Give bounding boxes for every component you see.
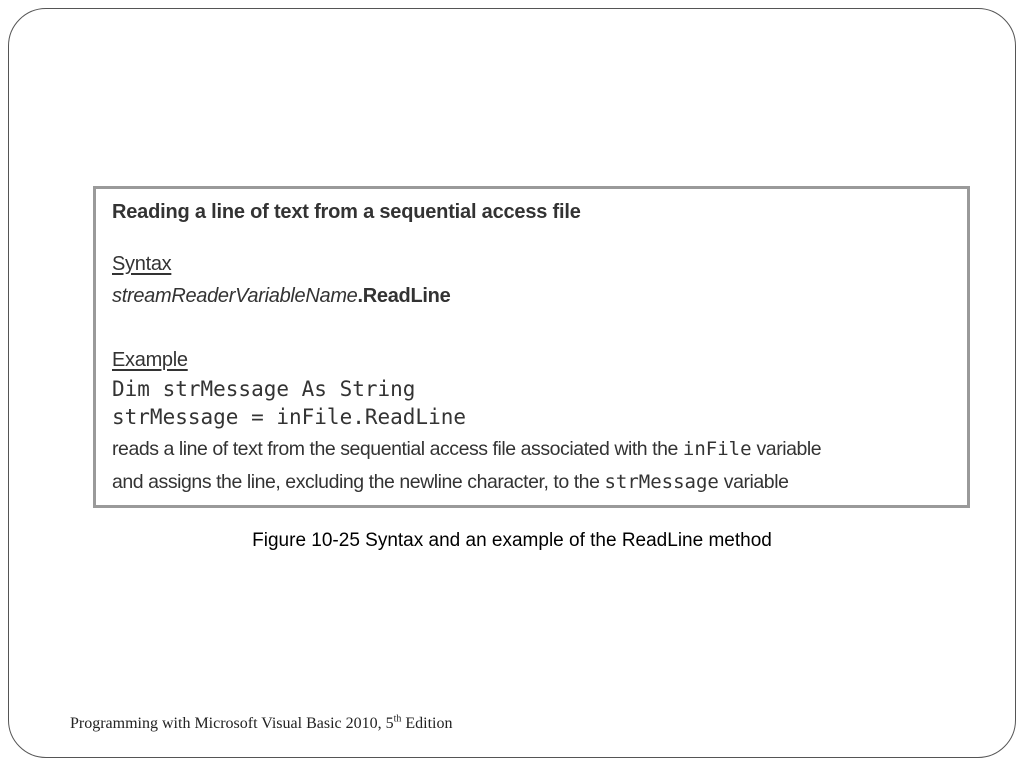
description-line-1-text: reads a line of text from the sequential access file associated with the — [112, 438, 683, 460]
syntax-line — [112, 285, 450, 308]
figure-title: Reading a line of text from a sequential access file — [112, 201, 581, 223]
footer-text-end: Edition — [401, 715, 453, 732]
description-line-1-code: inFile — [682, 438, 752, 460]
description-line-1 — [112, 438, 821, 461]
description-line-2-code: strMessage — [604, 471, 719, 493]
code-line-2: strMessage = inFile.ReadLine — [112, 405, 467, 429]
syntax-method-name: .ReadLine — [357, 285, 451, 307]
description-line-2-end: variable — [718, 471, 789, 493]
example-heading: Example — [112, 349, 188, 371]
footer-text: Programming with Microsoft Visual Basic 2010, 5 — [70, 715, 394, 732]
description-line-1-end: variable — [751, 438, 822, 460]
code-line-1: Dim strMessage As String — [112, 377, 416, 401]
figure-caption: Figure 10-25 Syntax and an example of the ReadLine method — [252, 530, 772, 551]
slide-footer — [70, 715, 453, 733]
figure-box — [93, 186, 970, 508]
description-line-2 — [112, 471, 788, 494]
description-line-2-text: and assigns the line, excluding the newline character, to the — [112, 471, 605, 493]
syntax-variable-name: streamReaderVariableName — [112, 285, 358, 307]
footer-superscript: th — [393, 713, 402, 725]
syntax-heading: Syntax — [112, 253, 172, 275]
